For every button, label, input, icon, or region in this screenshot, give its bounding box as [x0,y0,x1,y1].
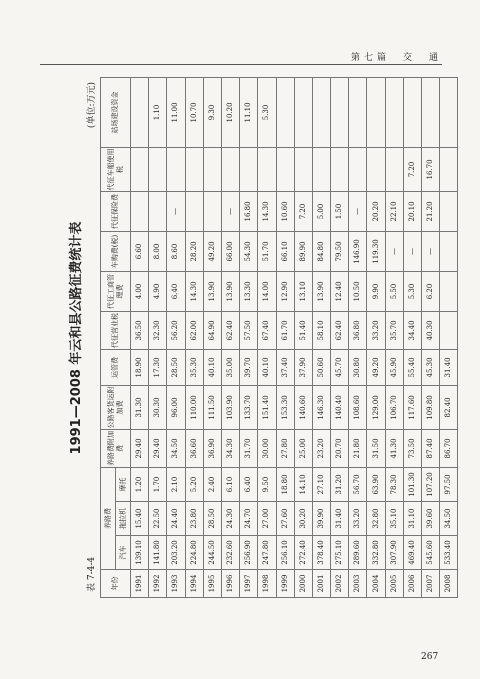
table-cell: 2.10 [167,467,185,501]
table-cell: 39.60 [422,502,440,536]
table-cell: — [221,191,239,231]
table-cell: 12.40 [331,271,349,311]
table-cell: 10.70 [185,77,203,147]
table-cell: 36.80 [349,311,367,349]
table-cell: 55.40 [403,349,421,385]
table-cell: 10.50 [349,271,367,311]
table-cell: 332.80 [367,536,385,570]
table-cell: 141.80 [149,536,167,570]
table-cell: 1997 [240,570,258,598]
table-cell: 2004 [367,570,385,598]
table-cell: 24.30 [221,502,239,536]
header-car: 汽车 [116,536,131,570]
table-cell: 247.80 [258,536,276,570]
table-cell: 140.40 [331,385,349,429]
table-cell: 13.90 [221,271,239,311]
table-title: 1991—2008 年云和县公路征费统计表 [69,221,84,455]
table-cell: — [167,191,185,231]
table-cell [312,147,330,191]
table-cell: 14.30 [258,191,276,231]
table-cell: 232.60 [221,536,239,570]
table-cell: 51.40 [294,311,312,349]
header-year: 年份 [101,570,131,598]
table-cell: — [422,231,440,271]
table-cell: 31.10 [403,502,421,536]
table-cell: 20.10 [403,191,421,231]
table-cell: 84.80 [312,231,330,271]
table-cell: 62.40 [331,311,349,349]
table-cell: 129.00 [367,385,385,429]
table-cell: 14.10 [294,467,312,501]
table-cell: 45.30 [422,349,440,385]
table-cell: 272.40 [294,536,312,570]
table-cell: 140.60 [294,385,312,429]
header-station-fund: 站场建设资金 [101,77,131,147]
header-vehicle-purchase: 车购费(税) [101,231,131,271]
table-cell: 2001 [312,570,330,598]
table-cell: 37.40 [276,349,294,385]
header-business-tax: 代征营业税 [101,311,131,349]
table-cell: 8.60 [167,231,185,271]
page-number: 267 [421,652,439,662]
table-row [131,77,149,597]
header-vehicle-tax: 代征车船使用税 [101,147,131,191]
table-cell: 86.70 [440,429,458,467]
table-cell [385,147,403,191]
table-cell: 14.30 [185,271,203,311]
table-cell: 56.20 [167,311,185,349]
table-cell: 2006 [403,570,421,598]
table-cell: 39.90 [312,502,330,536]
table-cell: 45.70 [331,349,349,385]
table-cell [203,147,221,191]
table-cell [149,191,167,231]
table-row [312,77,330,597]
table-cell: 58.10 [312,311,330,349]
rotated-table-block [62,78,453,598]
table-cell: 4.00 [131,271,149,311]
table-cell: 63.90 [367,467,385,501]
table-cell [440,231,458,271]
table-cell [422,77,440,147]
table-cell: 11.10 [240,77,258,147]
header-motorcycle: 摩托 [116,467,131,501]
table-cell: 103.90 [221,385,239,429]
table-cell: 275.10 [331,536,349,570]
table-cell: 45.90 [385,349,403,385]
table-cell: 289.60 [349,536,367,570]
table-cell: 40.10 [203,349,221,385]
table-cell [240,147,258,191]
header-surcharge: 养路费附加费 [101,429,131,467]
table-cell: 5.50 [385,271,403,311]
table-cell: 57.50 [240,311,258,349]
table-cell [331,77,349,147]
table-cell: 39.70 [240,349,258,385]
table-cell: 378.40 [312,536,330,570]
table-cell: 12.90 [276,271,294,311]
table-cell: 41.30 [385,429,403,467]
table-cell: 244.50 [203,536,221,570]
table-cell: 1991 [131,570,149,598]
header-transport: 运管费 [101,349,131,385]
table-cell: 31.40 [440,349,458,385]
table-row [221,77,239,597]
table-cell: 22.10 [385,191,403,231]
table-cell: 9.90 [367,271,385,311]
table-cell: 203.20 [167,536,185,570]
table-cell [131,147,149,191]
table-cell: 28.50 [167,349,185,385]
table-cell: 18.80 [276,467,294,501]
table-row [276,77,294,597]
table-cell: 27.10 [312,467,330,501]
table-cell: 20.20 [367,191,385,231]
table-cell: 119.30 [367,231,385,271]
table-cell: 62.00 [185,311,203,349]
table-cell: 24.40 [167,502,185,536]
table-cell: 153.30 [276,385,294,429]
table-cell: 51.70 [258,231,276,271]
table-cell: 33.20 [367,311,385,349]
table-row [367,77,385,597]
table-cell: 1992 [149,570,167,598]
table-cell: 107.20 [422,467,440,501]
table-cell: 110.00 [185,385,203,429]
table-cell [349,77,367,147]
table-cell [312,77,330,147]
table-cell: 256.10 [276,536,294,570]
header-insurance: 代征保险费 [101,191,131,231]
table-cell: 15.40 [131,502,149,536]
table-cell: 117.60 [403,385,421,429]
table-cell: 54.30 [240,231,258,271]
table-cell: 17.30 [149,349,167,385]
table-cell: 1998 [258,570,276,598]
table-cell [294,147,312,191]
table-body [131,77,458,597]
header-admin-fee: 代征工商管理费 [101,271,131,311]
table-cell [276,77,294,147]
table-cell: 1996 [221,570,239,598]
table-cell: 32.30 [149,311,167,349]
table-cell [149,147,167,191]
table-cell: 30.20 [294,502,312,536]
table-cell: 27.80 [276,429,294,467]
table-row [240,77,258,597]
table-cell [440,77,458,147]
table-cell: 13.90 [312,271,330,311]
fee-table [100,77,458,598]
table-cell: 1999 [276,570,294,598]
table-cell: 2008 [440,570,458,598]
table-row [258,77,276,597]
table-cell: 27.60 [276,502,294,536]
table-cell [331,147,349,191]
table-row [349,77,367,597]
table-cell [258,147,276,191]
table-cell: 101.30 [403,467,421,501]
table-cell: 4.90 [149,271,167,311]
table-cell: 307.90 [385,536,403,570]
table-cell: 96.00 [167,385,185,429]
table-cell: 5.30 [403,271,421,311]
table-cell [131,77,149,147]
table-row [385,77,403,597]
table-cell: 2002 [331,570,349,598]
table-cell: 36.60 [185,429,203,467]
header-yanglu-group: 养路费 [101,467,116,569]
table-cell: 23.20 [312,429,330,467]
table-cell [221,147,239,191]
table-cell [403,77,421,147]
table-cell: 34.50 [440,502,458,536]
table-cell: 56.70 [349,467,367,501]
table-cell: 146.30 [312,385,330,429]
table-cell: 7.20 [294,191,312,231]
table-cell: 28.50 [203,502,221,536]
table-cell: 9.50 [258,467,276,501]
table-cell: 31.30 [131,385,149,429]
table-cell: 21.80 [349,429,367,467]
table-cell: — [403,231,421,271]
table-cell: 2.40 [203,467,221,501]
table-cell: 37.90 [294,349,312,385]
table-cell: 31.50 [367,429,385,467]
table-cell: 40.30 [422,311,440,349]
table-cell: 34.30 [221,429,239,467]
table-cell: 108.60 [349,385,367,429]
table-cell [367,77,385,147]
chapter-title: 第七篇 交 通 [350,53,442,63]
table-cell: 6.10 [221,467,239,501]
table-row [294,77,312,597]
table-cell [440,311,458,349]
table-row [167,77,185,597]
table-cell: 30.80 [349,349,367,385]
table-cell: 82.40 [440,385,458,429]
table-cell: 64.90 [203,311,221,349]
table-cell: 1.70 [149,467,167,501]
table-cell [185,147,203,191]
running-header [40,50,442,65]
table-cell: 97.50 [440,467,458,501]
table-cell [440,271,458,311]
table-cell: 9.30 [203,77,221,147]
table-cell: 106.70 [385,385,403,429]
table-cell [440,191,458,231]
table-cell [385,77,403,147]
table-cell: 32.80 [367,502,385,536]
table-cell: 7.20 [403,147,421,191]
table-cell: 5.30 [258,77,276,147]
table-cell: 87.40 [422,429,440,467]
table-cell: 21.20 [422,191,440,231]
table-cell: 35.30 [185,349,203,385]
table-cell [294,77,312,147]
table-cell: 20.70 [331,429,349,467]
table-cell: 1.10 [149,77,167,147]
table-cell: 67.40 [258,311,276,349]
table-cell: 1994 [185,570,203,598]
table-cell: 5.20 [185,467,203,501]
table-cell [185,191,203,231]
table-unit: (单位:万元) [87,82,97,129]
table-cell: 35.70 [385,311,403,349]
table-cell: 13.30 [240,271,258,311]
table-cell: 111.50 [203,385,221,429]
table-cell: 66.00 [221,231,239,271]
table-cell: — [349,191,367,231]
table-cell: 1.50 [331,191,349,231]
table-cell [131,191,149,231]
table-cell: 2007 [422,570,440,598]
table-cell: 34.40 [403,311,421,349]
table-cell: 36.90 [203,429,221,467]
table-cell: 2003 [349,570,367,598]
table-cell: 10.20 [221,77,239,147]
table-cell: 6.40 [167,271,185,311]
table-cell: 66.10 [276,231,294,271]
table-cell [367,147,385,191]
table-cell: 16.70 [422,147,440,191]
table-cell: 23.80 [185,502,203,536]
table-label: 表 7-4-4 [87,556,97,592]
table-cell: 8.00 [149,231,167,271]
table-cell: 78.30 [385,467,403,501]
table-cell: 2005 [385,570,403,598]
table-cell: 18.90 [131,349,149,385]
table-cell: 89.90 [294,231,312,271]
table-row [403,77,421,597]
table-cell: 469.40 [403,536,421,570]
table-row [440,77,458,597]
table-cell [440,147,458,191]
table-cell: 30.30 [149,385,167,429]
table-cell: 14.00 [258,271,276,311]
table-cell: 79.50 [331,231,349,271]
table-cell: 6.60 [131,231,149,271]
table-cell: 11.00 [167,77,185,147]
table-cell: 151.40 [258,385,276,429]
table-cell: 256.90 [240,536,258,570]
table-cell: 146.90 [349,231,367,271]
table-cell: 533.40 [440,536,458,570]
table-cell: 28.20 [185,231,203,271]
table-cell: 22.50 [149,502,167,536]
table-cell: 1.20 [131,467,149,501]
table-cell [203,191,221,231]
header-passenger: 公路客货运附加费 [101,385,131,429]
table-cell: 61.70 [276,311,294,349]
table-cell: 6.40 [240,467,258,501]
table-row [185,77,203,597]
table-cell: 10.60 [276,191,294,231]
table-cell: 24.70 [240,502,258,536]
table-row [331,77,349,597]
table-cell: — [385,231,403,271]
table-cell: 35.00 [221,349,239,385]
table-cell: 13.90 [203,271,221,311]
table-cell: 49.20 [367,349,385,385]
table-cell: 50.60 [312,349,330,385]
table-cell: 31.40 [331,502,349,536]
table-cell: 29.40 [131,429,149,467]
header-tractor: 拖拉机 [116,502,131,536]
table-cell: 36.50 [131,311,149,349]
table-cell: 31.70 [240,429,258,467]
table-cell [349,147,367,191]
table-cell: 5.00 [312,191,330,231]
table-cell: 545.60 [422,536,440,570]
table-cell: 35.10 [385,502,403,536]
table-cell: 40.10 [258,349,276,385]
table-cell: 30.00 [258,429,276,467]
table-cell: 2000 [294,570,312,598]
table-cell: 13.10 [294,271,312,311]
table-cell: 133.70 [240,385,258,429]
table-cell: 62.40 [221,311,239,349]
table-cell: 27.00 [258,502,276,536]
table-cell [276,147,294,191]
table-cell: 109.80 [422,385,440,429]
table-row [149,77,167,597]
table-cell: 73.50 [403,429,421,467]
table-cell: 25.00 [294,429,312,467]
table-cell: 1993 [167,570,185,598]
table-cell: 33.20 [349,502,367,536]
table-cell [167,147,185,191]
table-row [422,77,440,597]
table-cell: 1995 [203,570,221,598]
table-row [203,77,221,597]
table-cell: 34.50 [167,429,185,467]
table-cell: 139.10 [131,536,149,570]
table-cell: 224.80 [185,536,203,570]
table-cell: 29.40 [149,429,167,467]
table-cell: 6.20 [422,271,440,311]
table-cell: 31.20 [331,467,349,501]
table-cell: 49.20 [203,231,221,271]
table-cell: 16.80 [240,191,258,231]
